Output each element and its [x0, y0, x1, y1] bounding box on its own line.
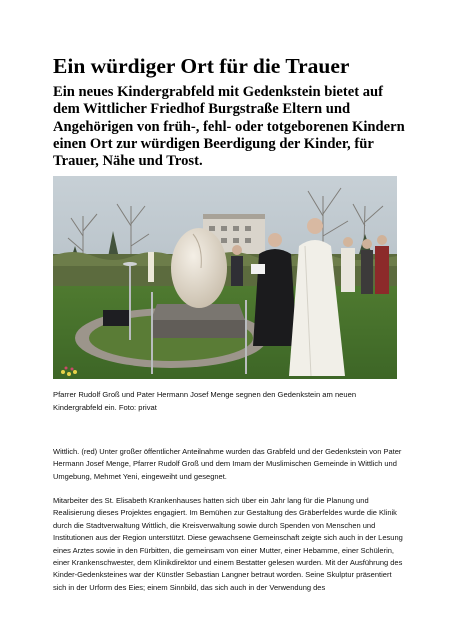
photo-caption: Pfarrer Rudolf Groß und Pater Hermann Josef Menge segnen den Gedenkstein am neuen Kindergrabfeld ein. Foto: privat [53, 390, 357, 412]
body-paragraph: Mitarbeiter des St. Elisabeth Krankenhauses hatten sich über ein Jahr lang für die Planung und Realisierung dieses Projektes engagiert. Im Bemühen zur Gestaltung des Gräberfeldes wurde die Klinik durch die Stadtverwaltung Wittlich, die Kreisverwaltung sowie durch Spenden von Menschen und Institutionen aus der Region unterstützt. Diese gewachsene Gemeinschaft zeigte sich auch in der Lesung eines Arztes sowie in den Fürbitten, die gemeinsam von einer Mutter, einer Hebamme, einer Schülerin, einer Krankenschwester, dem Klinikdirektor und einem Bestatter gelesen wurden. Mit der Ausführung des Kinder-Gedenksteines war der Künstler Sebastian Langner betraut worden. Seine Skulptur präsentiert sich in der Urform des Eies; einem Sinnbild, das sich auch in der Verwendung des [53, 496, 403, 592]
article-photo [53, 176, 397, 379]
body-paragraph: Wittlich. (red) Unter großer öffentlicher Anteilnahme wurden das Grabfeld und der Gedenkstein von Pater Hermann Josef Menge, Pfarrer Rudolf Groß und dem Imam der Muslimischen Gemeinde in Wittlich und Umgebung, Mehmet Yeni, eingeweiht und gesegnet. [53, 447, 402, 481]
article-lead: Ein neues Kindergrabfeld mit Gedenkstein bietet auf dem Wittlicher Friedhof Burgstraße Eltern und Angehörigen von früh-, fehl- oder totgeborenen Kindern einen Ort zur würdigen Beerdigung der Kinder, für Trauer, Nähe und Trost. [53, 84, 405, 170]
article-title: Ein würdiger Ort für die Trauer [53, 54, 350, 78]
